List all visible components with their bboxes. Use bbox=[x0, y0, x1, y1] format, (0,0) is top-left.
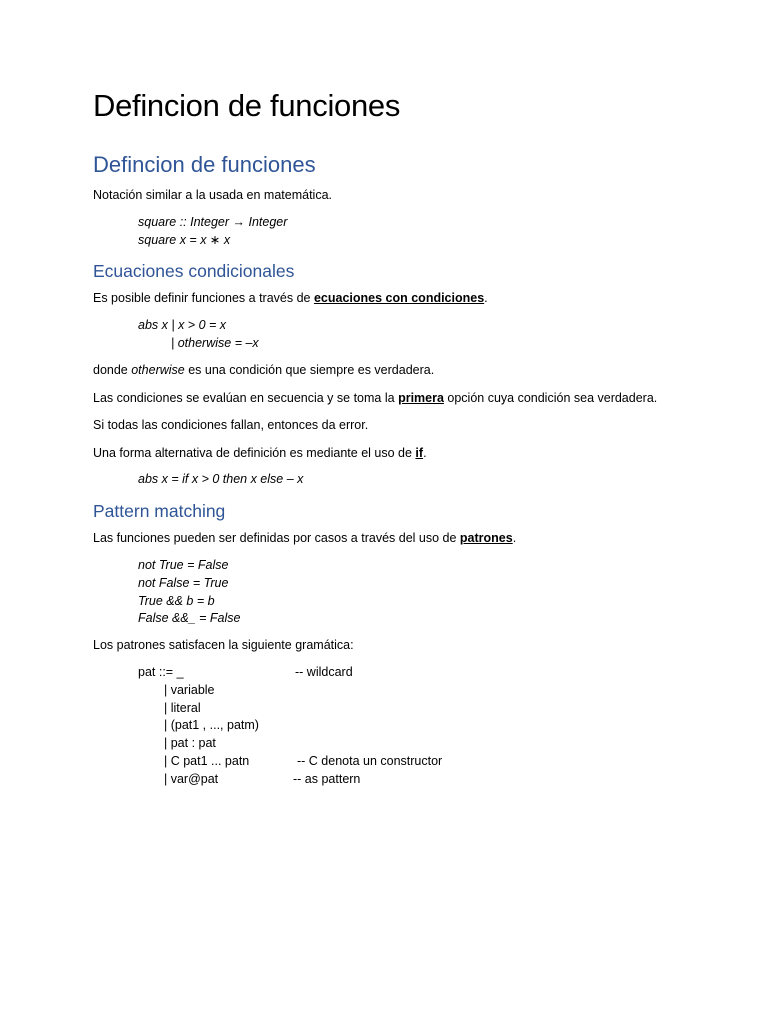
code-block-square bbox=[138, 214, 287, 250]
grammar-text: pat ::= _ bbox=[138, 665, 184, 679]
code-block-abs bbox=[138, 317, 259, 353]
code-line: not False = True bbox=[138, 575, 229, 590]
paragraph-ecuaciones bbox=[93, 290, 488, 307]
code-line: not True = False bbox=[138, 558, 229, 572]
paragraph-alternativa bbox=[93, 445, 427, 462]
text: . bbox=[423, 446, 427, 460]
code-line: abs x = if x > 0 then x else – x bbox=[138, 472, 304, 486]
italic-text: otherwise bbox=[131, 363, 185, 377]
paragraph-gramatica: Los patrones satisfacen la siguiente gramática: bbox=[93, 638, 354, 652]
grammar-comment: -- wildcard bbox=[295, 665, 353, 679]
paragraph-notacion: Notación similar a la usada en matemática. bbox=[93, 188, 333, 202]
grammar-line: | (pat1 , ..., patm) bbox=[164, 718, 259, 733]
section-heading-definicion: Defincion de funciones bbox=[93, 152, 316, 177]
text: . bbox=[484, 291, 488, 305]
paragraph-secuencia bbox=[93, 390, 657, 407]
paragraph-otherwise bbox=[93, 362, 434, 379]
emphasis-text: primera bbox=[398, 391, 444, 405]
grammar-comment: -- as pattern bbox=[293, 771, 361, 786]
paragraph-error: Si todas las condiciones fallan, entonces da error. bbox=[93, 418, 369, 432]
emphasis-text: ecuaciones con condiciones bbox=[313, 291, 485, 305]
grammar-line bbox=[138, 753, 558, 771]
text: Una forma alternativa de definición es mediante el uso de bbox=[93, 446, 416, 460]
text: donde bbox=[93, 363, 132, 377]
code-line: square x = x ∗ x bbox=[138, 232, 231, 247]
grammar-text: | C pat1 ... patn bbox=[164, 753, 250, 768]
grammar-text: | var@pat bbox=[164, 771, 219, 786]
section-heading-ecuaciones: Ecuaciones condicionales bbox=[93, 261, 295, 281]
text: opción cuya condición sea verdadera. bbox=[443, 391, 658, 405]
text: Las funciones pueden ser definidas por casos a través del uso de bbox=[93, 531, 460, 545]
text: . bbox=[512, 531, 517, 545]
grammar-line bbox=[138, 771, 558, 789]
document-title: Defincion de funciones bbox=[93, 88, 401, 123]
code-line: square :: Integer → Integer bbox=[138, 215, 288, 229]
section-heading-pattern-matching: Pattern matching bbox=[93, 501, 226, 521]
text: es una condición que siempre es verdadera. bbox=[184, 363, 435, 377]
code-line: abs x | x > 0 = x bbox=[138, 318, 227, 332]
code-line: False &&_ = False bbox=[138, 611, 241, 626]
emphasis-text: patrones bbox=[459, 531, 513, 545]
grammar-line: | variable bbox=[164, 682, 215, 697]
code-block-abs-if bbox=[138, 471, 303, 489]
text: Las condiciones se evalúan en secuencia y se toma la bbox=[93, 391, 399, 405]
grammar-line: | pat : pat bbox=[164, 736, 216, 751]
code-line: | otherwise = –x bbox=[171, 335, 259, 350]
grammar-block bbox=[138, 664, 558, 794]
grammar-line bbox=[138, 664, 558, 682]
grammar-line: | literal bbox=[164, 700, 201, 715]
text: Es posible definir funciones a través de bbox=[93, 291, 314, 305]
code-block-not-and bbox=[138, 557, 240, 628]
grammar-comment: -- C denota un constructor bbox=[297, 753, 443, 768]
code-line: True && b = b bbox=[138, 593, 215, 608]
paragraph-patrones bbox=[93, 530, 516, 547]
emphasis-text: if bbox=[415, 446, 424, 460]
